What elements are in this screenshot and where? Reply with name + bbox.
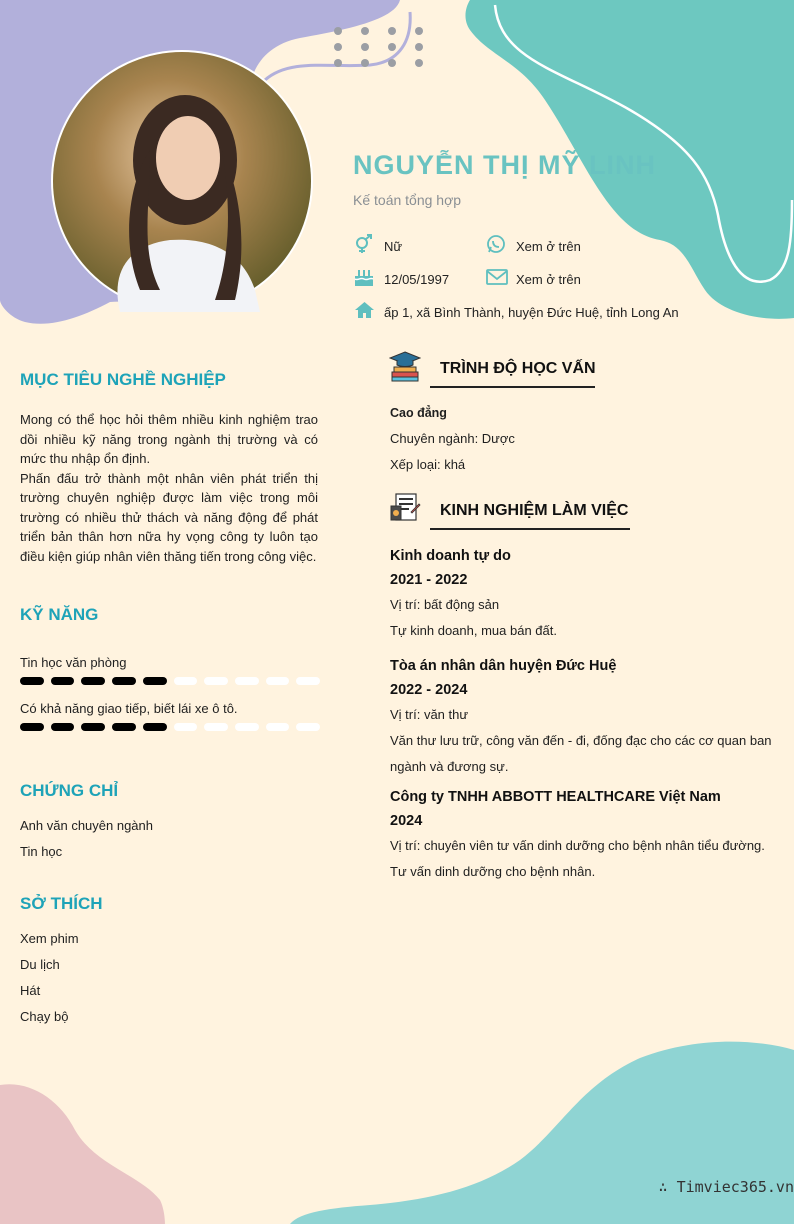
education-grade: Xếp loại: khá — [390, 457, 466, 472]
hobby-item: Chạy bộ — [20, 1009, 69, 1024]
skill-segment-empty — [296, 677, 320, 685]
skill-segment-empty — [266, 723, 290, 731]
skill-segment-empty — [204, 677, 228, 685]
candidate-name: NGUYỄN THỊ MỸ LINH — [353, 150, 657, 180]
job-company: Công ty TNHH ABBOTT HEALTHCARE Việt Nam — [390, 789, 721, 805]
skill-level-bar — [20, 675, 320, 687]
skill-segment-empty — [174, 723, 198, 731]
hobby-item: Hát — [20, 983, 41, 998]
whatsapp-icon — [486, 234, 506, 254]
light-teal-blob — [290, 1042, 794, 1224]
home-icon — [354, 301, 375, 319]
skill-segment-filled — [112, 723, 136, 731]
education-title: TRÌNH ĐỘ HỌC VẤN — [440, 360, 596, 377]
education-major: Chuyên ngành: Dược — [390, 431, 515, 446]
job-position: Vị trí: chuyên viên tư vấn dinh dưỡng cho bệnh nhân tiểu đường. — [390, 838, 765, 853]
address-value: ấp 1, xã Bình Thành, huyện Đức Huệ, tỉnh Long An — [384, 305, 679, 320]
certificate-item: Anh văn chuyên ngành — [20, 818, 153, 833]
skill-name: Có khả năng giao tiếp, biết lái xe ô tô. — [20, 701, 238, 716]
job-company: Kinh doanh tự do — [390, 548, 511, 564]
skill-segment-empty — [266, 677, 290, 685]
skill-segment-empty — [204, 723, 228, 731]
experience-underline — [430, 528, 630, 530]
skill-segment-filled — [81, 677, 105, 685]
job-period: 2024 — [390, 813, 423, 829]
skill-name: Tin học văn phòng — [20, 655, 127, 670]
job-description: Tư vấn dinh dưỡng cho bệnh nhân. — [390, 864, 596, 879]
objective-paragraph: Mong có thể học hỏi thêm nhiều kinh nghiệm trao dồi nhiều kỹ năng trong ngành thị trường và có mức thu nhập ổn định. — [20, 412, 318, 466]
gender-value: Nữ — [384, 239, 403, 254]
skill-segment-filled — [112, 677, 136, 685]
birthday-cake-icon — [354, 267, 374, 287]
gender-icon — [354, 234, 374, 254]
hobby-item: Xem phim — [20, 931, 79, 946]
skill-segment-filled — [20, 677, 44, 685]
hobby-item: Du lịch — [20, 957, 60, 972]
job-title: Kế toán tổng hợp — [353, 192, 462, 208]
skill-segment-empty — [235, 677, 259, 685]
skills-title: KỸ NĂNG — [20, 605, 99, 624]
skill-segment-filled — [20, 723, 44, 731]
job-position: Vị trí: văn thư — [390, 707, 469, 722]
skill-segment-filled — [143, 677, 167, 685]
skill-segment-empty — [296, 723, 320, 731]
objective-paragraph: Phấn đấu trở thành một nhân viên phát triển thị trường chuyên nghiệp được làm việc trong môi trường có nhiều thử thách và năng động để phát triển bản thân hơn nữa hy vọng công ty luôn tạo điều kiện giúp nhân viên thăng tiến trong công việc. — [20, 470, 318, 564]
job-description: Tự kinh doanh, mua bán đất. — [390, 623, 557, 638]
birthday-value: 12/05/1997 — [384, 272, 450, 287]
watermark: ∴ Timviec365.vn — [658, 1178, 794, 1196]
email-value: Xem ở trên — [516, 272, 581, 287]
job-period: 2022 - 2024 — [390, 682, 468, 698]
objective-text — [20, 410, 318, 566]
graduation-books-icon — [389, 350, 421, 382]
job-description: Văn thư lưu trữ, công văn đến - đi, đống đạc cho các cơ quan ban — [390, 733, 772, 748]
job-company: Tòa án nhân dân huyện Đức Huệ — [390, 658, 617, 674]
job-description: ngành và đương sự. — [390, 759, 509, 774]
skill-segment-empty — [174, 677, 198, 685]
education-degree: Cao đẳng — [390, 406, 447, 420]
certificates-title: CHỨNG CHỈ — [20, 781, 119, 800]
education-underline — [430, 386, 595, 388]
skill-segment-filled — [81, 723, 105, 731]
hobbies-title: SỞ THÍCH — [20, 894, 103, 913]
skill-segment-filled — [51, 677, 75, 685]
experience-title: KINH NGHIỆM LÀM VIỆC — [440, 502, 629, 519]
objective-title: MỤC TIÊU NGHỀ NGHIỆP — [20, 370, 226, 389]
job-position: Vị trí: bất động sản — [390, 597, 500, 612]
skill-segment-filled — [143, 723, 167, 731]
work-document-icon — [389, 492, 421, 524]
certificate-item: Tin học — [20, 844, 63, 859]
envelope-icon — [486, 268, 508, 286]
skill-level-bar — [20, 721, 320, 733]
phone-value: Xem ở trên — [516, 239, 581, 254]
skill-segment-filled — [51, 723, 75, 731]
skill-segment-empty — [235, 723, 259, 731]
job-period: 2021 - 2022 — [390, 572, 468, 588]
pink-blob — [0, 1084, 165, 1224]
